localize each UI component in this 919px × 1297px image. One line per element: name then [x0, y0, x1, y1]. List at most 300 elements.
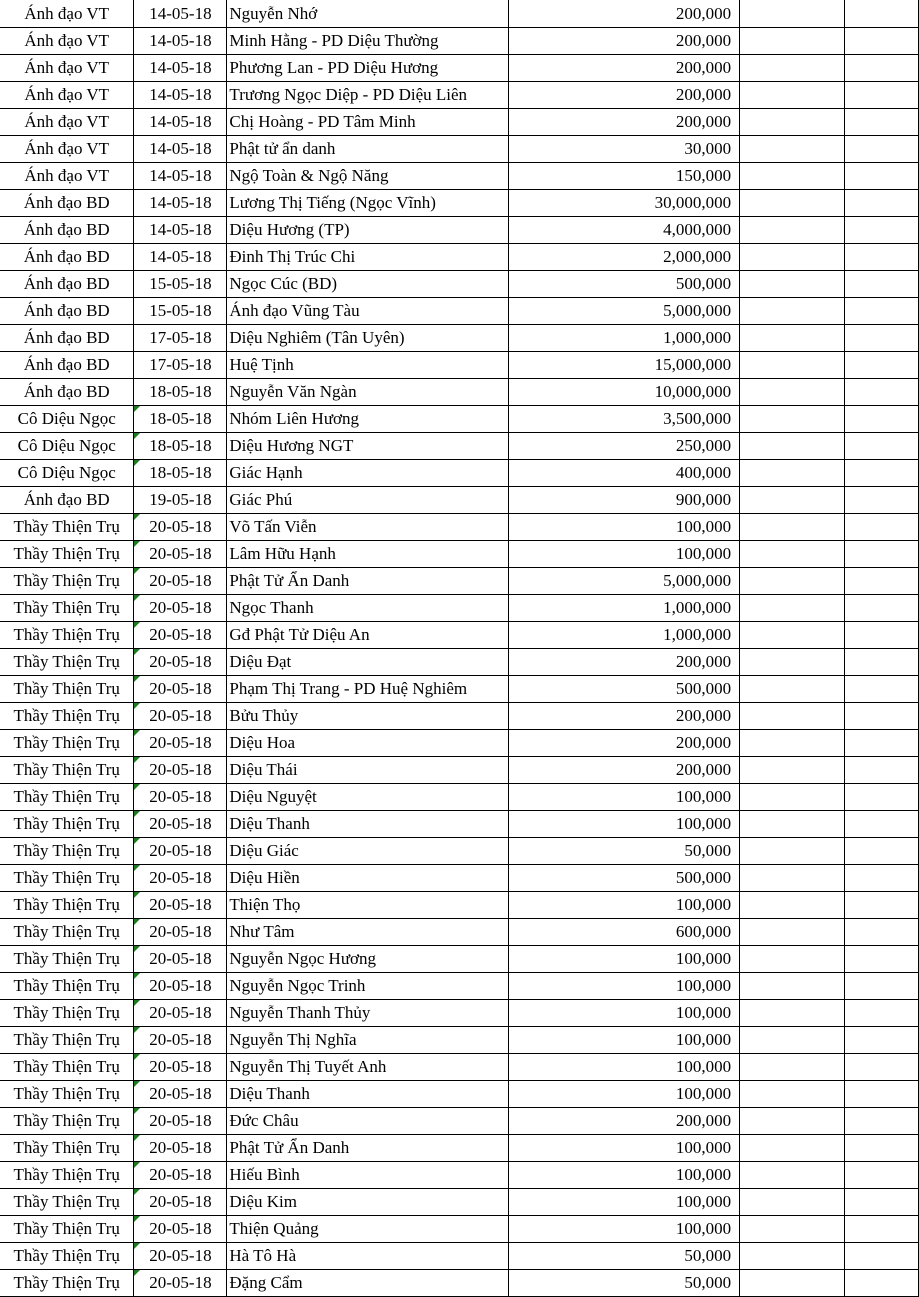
amount-cell[interactable]: 30,000 — [509, 136, 740, 163]
amount-cell[interactable]: 1,000,000 — [509, 325, 740, 352]
amount-cell[interactable]: 100,000 — [509, 892, 740, 919]
date-cell[interactable]: 20-05-18 — [134, 622, 227, 649]
date-cell[interactable]: 20-05-18 — [134, 1027, 227, 1054]
empty-cell[interactable] — [740, 217, 845, 244]
empty-cell[interactable] — [740, 730, 845, 757]
amount-cell[interactable]: 1,000,000 — [509, 622, 740, 649]
empty-cell[interactable] — [740, 1108, 845, 1135]
date-cell[interactable]: 18-05-18 — [134, 406, 227, 433]
date-cell[interactable]: 20-05-18 — [134, 1216, 227, 1243]
date-cell[interactable]: 18-05-18 — [134, 433, 227, 460]
empty-cell[interactable] — [845, 568, 919, 595]
empty-cell[interactable] — [740, 892, 845, 919]
amount-cell[interactable]: 200,000 — [509, 757, 740, 784]
empty-cell[interactable] — [740, 865, 845, 892]
donor-cell[interactable]: Diệu Giác — [227, 838, 509, 865]
empty-cell[interactable] — [740, 0, 845, 28]
donor-cell[interactable]: Trương Ngọc Diệp - PD Diệu Liên — [227, 82, 509, 109]
empty-cell[interactable] — [845, 1162, 919, 1189]
donor-cell[interactable]: Nguyễn Nhớ — [227, 0, 509, 28]
empty-cell[interactable] — [845, 28, 919, 55]
donor-cell[interactable]: Nguyễn Thanh Thủy — [227, 1000, 509, 1027]
amount-cell[interactable]: 2,000,000 — [509, 244, 740, 271]
empty-cell[interactable] — [845, 784, 919, 811]
empty-cell[interactable] — [845, 595, 919, 622]
donor-cell[interactable]: Diệu Nghiêm (Tân Uyên) — [227, 325, 509, 352]
empty-cell[interactable] — [845, 1135, 919, 1162]
empty-cell[interactable] — [740, 190, 845, 217]
table-row — [0, 649, 919, 676]
empty-cell[interactable] — [845, 1027, 919, 1054]
amount-cell[interactable]: 100,000 — [509, 1081, 740, 1108]
amount-cell[interactable]: 100,000 — [509, 946, 740, 973]
donor-cell[interactable]: Nguyễn Thị Tuyết Anh — [227, 1054, 509, 1081]
empty-cell[interactable] — [740, 163, 845, 190]
date-cell[interactable]: 20-05-18 — [134, 1270, 227, 1297]
date-cell[interactable]: 14-05-18 — [134, 136, 227, 163]
recipient-cell[interactable]: Thầy Thiện Trụ — [0, 622, 134, 649]
empty-cell[interactable] — [845, 217, 919, 244]
donor-cell[interactable]: Phạm Thị Trang - PD Huệ Nghiêm — [227, 676, 509, 703]
donor-cell[interactable]: Thiện Quảng — [227, 1216, 509, 1243]
date-cell[interactable]: 20-05-18 — [134, 541, 227, 568]
empty-cell[interactable] — [845, 865, 919, 892]
empty-cell[interactable] — [845, 1216, 919, 1243]
amount-cell[interactable]: 200,000 — [509, 0, 740, 28]
date-cell[interactable]: 20-05-18 — [134, 892, 227, 919]
empty-cell[interactable] — [740, 838, 845, 865]
donor-cell[interactable]: Đặng Cẩm — [227, 1270, 509, 1297]
recipient-cell[interactable]: Thầy Thiện Trụ — [0, 757, 134, 784]
date-cell[interactable]: 17-05-18 — [134, 352, 227, 379]
donor-cell[interactable]: Minh Hằng - PD Diệu Thường — [227, 28, 509, 55]
donor-cell[interactable]: Như Tâm — [227, 919, 509, 946]
empty-cell[interactable] — [845, 892, 919, 919]
recipient-cell[interactable]: Thầy Thiện Trụ — [0, 811, 134, 838]
amount-cell[interactable]: 200,000 — [509, 82, 740, 109]
donor-cell[interactable]: Diệu Hương NGT — [227, 433, 509, 460]
date-cell[interactable]: 20-05-18 — [134, 649, 227, 676]
donor-cell[interactable]: Ngộ Toàn & Ngộ Năng — [227, 163, 509, 190]
donor-cell[interactable]: Giác Phú — [227, 487, 509, 514]
recipient-cell[interactable]: Thầy Thiện Trụ — [0, 649, 134, 676]
donor-cell[interactable]: Phật tử ẩn danh — [227, 136, 509, 163]
empty-cell[interactable] — [845, 379, 919, 406]
amount-cell[interactable]: 200,000 — [509, 109, 740, 136]
amount-cell[interactable]: 1,000,000 — [509, 595, 740, 622]
empty-cell[interactable] — [740, 514, 845, 541]
empty-cell[interactable] — [740, 757, 845, 784]
donor-cell[interactable]: Thiện Thọ — [227, 892, 509, 919]
date-cell[interactable]: 20-05-18 — [134, 973, 227, 1000]
empty-cell[interactable] — [845, 514, 919, 541]
empty-cell[interactable] — [845, 946, 919, 973]
empty-cell[interactable] — [740, 136, 845, 163]
donor-cell[interactable]: Diệu Nguyệt — [227, 784, 509, 811]
empty-cell[interactable] — [740, 703, 845, 730]
recipient-cell[interactable]: Thầy Thiện Trụ — [0, 1081, 134, 1108]
date-cell[interactable]: 15-05-18 — [134, 271, 227, 298]
empty-cell[interactable] — [845, 1243, 919, 1270]
empty-cell[interactable] — [845, 460, 919, 487]
empty-cell[interactable] — [740, 1216, 845, 1243]
amount-cell[interactable]: 100,000 — [509, 1189, 740, 1216]
donor-cell[interactable]: Ánh đạo Vũng Tàu — [227, 298, 509, 325]
empty-cell[interactable] — [845, 1270, 919, 1297]
recipient-cell[interactable]: Thầy Thiện Trụ — [0, 784, 134, 811]
empty-cell[interactable] — [740, 55, 845, 82]
donor-cell[interactable]: Lâm Hữu Hạnh — [227, 541, 509, 568]
amount-cell[interactable]: 100,000 — [509, 541, 740, 568]
empty-cell[interactable] — [845, 541, 919, 568]
empty-cell[interactable] — [845, 730, 919, 757]
amount-cell[interactable]: 500,000 — [509, 676, 740, 703]
empty-cell[interactable] — [845, 811, 919, 838]
date-cell[interactable]: 20-05-18 — [134, 919, 227, 946]
recipient-cell[interactable]: Thầy Thiện Trụ — [0, 1189, 134, 1216]
donor-cell[interactable]: Diệu Hoa — [227, 730, 509, 757]
amount-cell[interactable]: 900,000 — [509, 487, 740, 514]
table-row — [0, 784, 919, 811]
date-cell[interactable]: 20-05-18 — [134, 568, 227, 595]
recipient-cell[interactable]: Thầy Thiện Trụ — [0, 1027, 134, 1054]
recipient-cell[interactable]: Ánh đạo VT — [0, 28, 134, 55]
empty-cell[interactable] — [845, 973, 919, 1000]
amount-cell[interactable]: 100,000 — [509, 1054, 740, 1081]
recipient-cell[interactable]: Ánh đạo VT — [0, 109, 134, 136]
empty-cell[interactable] — [845, 757, 919, 784]
donor-cell[interactable]: Nhóm Liên Hương — [227, 406, 509, 433]
empty-cell[interactable] — [845, 325, 919, 352]
amount-cell[interactable]: 4,000,000 — [509, 217, 740, 244]
date-cell[interactable]: 20-05-18 — [134, 703, 227, 730]
empty-cell[interactable] — [845, 1108, 919, 1135]
donor-cell[interactable]: Chị Hoàng - PD Tâm Minh — [227, 109, 509, 136]
date-cell[interactable]: 20-05-18 — [134, 1081, 227, 1108]
empty-cell[interactable] — [740, 622, 845, 649]
empty-cell[interactable] — [740, 433, 845, 460]
donor-cell[interactable]: Nguyễn Ngọc Trinh — [227, 973, 509, 1000]
empty-cell[interactable] — [740, 28, 845, 55]
date-cell[interactable]: 14-05-18 — [134, 55, 227, 82]
date-cell[interactable]: 20-05-18 — [134, 595, 227, 622]
recipient-cell[interactable]: Thầy Thiện Trụ — [0, 892, 134, 919]
donor-cell[interactable]: Đức Châu — [227, 1108, 509, 1135]
empty-cell[interactable] — [740, 460, 845, 487]
recipient-cell[interactable]: Thầy Thiện Trụ — [0, 568, 134, 595]
empty-cell[interactable] — [845, 1081, 919, 1108]
empty-cell[interactable] — [740, 1243, 845, 1270]
donor-cell[interactable]: Huệ Tịnh — [227, 352, 509, 379]
date-cell[interactable]: 14-05-18 — [134, 82, 227, 109]
empty-cell[interactable] — [740, 1270, 845, 1297]
empty-cell[interactable] — [845, 676, 919, 703]
date-cell[interactable]: 14-05-18 — [134, 217, 227, 244]
empty-cell[interactable] — [740, 352, 845, 379]
table-row — [0, 109, 919, 136]
date-cell[interactable]: 18-05-18 — [134, 379, 227, 406]
date-cell[interactable]: 20-05-18 — [134, 811, 227, 838]
amount-cell[interactable]: 500,000 — [509, 865, 740, 892]
amount-cell[interactable]: 50,000 — [509, 838, 740, 865]
empty-cell[interactable] — [845, 487, 919, 514]
empty-cell[interactable] — [740, 568, 845, 595]
empty-cell[interactable] — [740, 919, 845, 946]
recipient-cell[interactable]: Ánh đạo BD — [0, 190, 134, 217]
donor-cell[interactable]: Diệu Đạt — [227, 649, 509, 676]
empty-cell[interactable] — [845, 82, 919, 109]
empty-cell[interactable] — [740, 649, 845, 676]
amount-cell[interactable]: 500,000 — [509, 271, 740, 298]
donor-cell[interactable]: Gđ Phật Tử Diệu An — [227, 622, 509, 649]
date-cell[interactable]: 20-05-18 — [134, 1108, 227, 1135]
amount-cell[interactable]: 3,500,000 — [509, 406, 740, 433]
empty-cell[interactable] — [845, 1054, 919, 1081]
date-cell[interactable]: 20-05-18 — [134, 1189, 227, 1216]
empty-cell[interactable] — [740, 325, 845, 352]
recipient-cell[interactable]: Ánh đạo BD — [0, 271, 134, 298]
table-row — [0, 244, 919, 271]
amount-cell[interactable]: 10,000,000 — [509, 379, 740, 406]
empty-cell[interactable] — [740, 1000, 845, 1027]
recipient-cell[interactable]: Ánh đạo BD — [0, 379, 134, 406]
empty-cell[interactable] — [740, 946, 845, 973]
amount-cell[interactable]: 200,000 — [509, 703, 740, 730]
amount-cell[interactable]: 30,000,000 — [509, 190, 740, 217]
donor-cell[interactable]: Diệu Thanh — [227, 1081, 509, 1108]
empty-cell[interactable] — [845, 919, 919, 946]
date-cell[interactable]: 20-05-18 — [134, 676, 227, 703]
amount-cell[interactable]: 150,000 — [509, 163, 740, 190]
date-cell[interactable]: 14-05-18 — [134, 0, 227, 28]
amount-cell[interactable]: 200,000 — [509, 55, 740, 82]
donor-cell[interactable]: Hà Tô Hà — [227, 1243, 509, 1270]
empty-cell[interactable] — [845, 271, 919, 298]
date-cell[interactable]: 18-05-18 — [134, 460, 227, 487]
recipient-cell[interactable]: Thầy Thiện Trụ — [0, 1243, 134, 1270]
amount-cell[interactable]: 5,000,000 — [509, 568, 740, 595]
date-cell[interactable]: 20-05-18 — [134, 1000, 227, 1027]
table-row — [0, 406, 919, 433]
recipient-cell[interactable]: Ánh đạo BD — [0, 244, 134, 271]
donor-cell[interactable]: Diệu Hương (TP) — [227, 217, 509, 244]
recipient-cell[interactable]: Ánh đạo VT — [0, 55, 134, 82]
empty-cell[interactable] — [845, 352, 919, 379]
date-cell[interactable]: 20-05-18 — [134, 784, 227, 811]
empty-cell[interactable] — [845, 649, 919, 676]
empty-cell[interactable] — [740, 973, 845, 1000]
table-row — [0, 514, 919, 541]
donor-cell[interactable]: Diệu Hiền — [227, 865, 509, 892]
empty-cell[interactable] — [845, 298, 919, 325]
date-cell[interactable]: 14-05-18 — [134, 244, 227, 271]
date-cell[interactable]: 20-05-18 — [134, 757, 227, 784]
recipient-cell[interactable]: Thầy Thiện Trụ — [0, 595, 134, 622]
recipient-cell[interactable]: Thầy Thiện Trụ — [0, 541, 134, 568]
amount-cell[interactable]: 100,000 — [509, 1027, 740, 1054]
table-row — [0, 1027, 919, 1054]
table-row — [0, 703, 919, 730]
empty-cell[interactable] — [740, 784, 845, 811]
empty-cell[interactable] — [740, 271, 845, 298]
empty-cell[interactable] — [740, 109, 845, 136]
recipient-cell[interactable]: Thầy Thiện Trụ — [0, 703, 134, 730]
donor-cell[interactable]: Diệu Kim — [227, 1189, 509, 1216]
empty-cell[interactable] — [845, 433, 919, 460]
recipient-cell[interactable]: Ánh đạo VT — [0, 82, 134, 109]
recipient-cell[interactable]: Cô Diệu Ngọc — [0, 406, 134, 433]
amount-cell[interactable]: 250,000 — [509, 433, 740, 460]
recipient-cell[interactable]: Cô Diệu Ngọc — [0, 460, 134, 487]
amount-cell[interactable]: 100,000 — [509, 514, 740, 541]
empty-cell[interactable] — [740, 1189, 845, 1216]
recipient-cell[interactable]: Thầy Thiện Trụ — [0, 865, 134, 892]
amount-cell[interactable]: 50,000 — [509, 1270, 740, 1297]
date-cell[interactable]: 20-05-18 — [134, 514, 227, 541]
date-cell[interactable]: 20-05-18 — [134, 730, 227, 757]
empty-cell[interactable] — [845, 190, 919, 217]
amount-cell[interactable]: 600,000 — [509, 919, 740, 946]
donor-cell[interactable]: Phương Lan - PD Diệu Hương — [227, 55, 509, 82]
amount-cell[interactable]: 200,000 — [509, 1108, 740, 1135]
recipient-cell[interactable]: Thầy Thiện Trụ — [0, 514, 134, 541]
recipient-cell[interactable]: Thầy Thiện Trụ — [0, 1054, 134, 1081]
empty-cell[interactable] — [740, 406, 845, 433]
recipient-cell[interactable]: Ánh đạo BD — [0, 298, 134, 325]
recipient-cell[interactable]: Thầy Thiện Trụ — [0, 946, 134, 973]
recipient-cell[interactable]: Ánh đạo BD — [0, 325, 134, 352]
table-row — [0, 163, 919, 190]
table-row — [0, 676, 919, 703]
amount-cell[interactable]: 100,000 — [509, 1162, 740, 1189]
date-cell[interactable]: 17-05-18 — [134, 325, 227, 352]
empty-cell[interactable] — [845, 838, 919, 865]
recipient-cell[interactable]: Ánh đạo BD — [0, 487, 134, 514]
empty-cell[interactable] — [740, 379, 845, 406]
recipient-cell[interactable]: Ánh đạo VT — [0, 136, 134, 163]
recipient-cell[interactable]: Thầy Thiện Trụ — [0, 730, 134, 757]
amount-cell[interactable]: 50,000 — [509, 1243, 740, 1270]
empty-cell[interactable] — [845, 406, 919, 433]
donor-cell[interactable]: Diệu Thanh — [227, 811, 509, 838]
amount-cell[interactable]: 200,000 — [509, 730, 740, 757]
empty-cell[interactable] — [845, 163, 919, 190]
table-row — [0, 919, 919, 946]
empty-cell[interactable] — [740, 1027, 845, 1054]
recipient-cell[interactable]: Cô Diệu Ngọc — [0, 433, 134, 460]
empty-cell[interactable] — [740, 298, 845, 325]
empty-cell[interactable] — [845, 1189, 919, 1216]
recipient-cell[interactable]: Thầy Thiện Trụ — [0, 838, 134, 865]
donor-cell[interactable]: Võ Tấn Viễn — [227, 514, 509, 541]
recipient-cell[interactable]: Thầy Thiện Trụ — [0, 973, 134, 1000]
recipient-cell[interactable]: Thầy Thiện Trụ — [0, 919, 134, 946]
donor-cell[interactable]: Phật Tử Ẩn Danh — [227, 568, 509, 595]
amount-cell[interactable]: 100,000 — [509, 1000, 740, 1027]
donor-cell[interactable]: Ngọc Thanh — [227, 595, 509, 622]
empty-cell[interactable] — [845, 703, 919, 730]
donor-cell[interactable]: Phật Tử Ẩn Danh — [227, 1135, 509, 1162]
donor-cell[interactable]: Nguyễn Văn Ngàn — [227, 379, 509, 406]
donor-cell[interactable]: Giác Hạnh — [227, 460, 509, 487]
amount-cell[interactable]: 200,000 — [509, 28, 740, 55]
date-cell[interactable]: 20-05-18 — [134, 1054, 227, 1081]
amount-cell[interactable]: 5,000,000 — [509, 298, 740, 325]
donor-cell[interactable]: Nguyễn Ngọc Hương — [227, 946, 509, 973]
donor-cell[interactable]: Lương Thị Tiếng (Ngọc Vĩnh) — [227, 190, 509, 217]
date-cell[interactable]: 20-05-18 — [134, 946, 227, 973]
empty-cell[interactable] — [845, 1000, 919, 1027]
date-cell[interactable]: 19-05-18 — [134, 487, 227, 514]
date-cell[interactable]: 20-05-18 — [134, 1162, 227, 1189]
recipient-cell[interactable]: Ánh đạo BD — [0, 217, 134, 244]
amount-cell[interactable]: 100,000 — [509, 784, 740, 811]
recipient-cell[interactable]: Ánh đạo VT — [0, 163, 134, 190]
empty-cell[interactable] — [845, 109, 919, 136]
empty-cell[interactable] — [845, 622, 919, 649]
recipient-cell[interactable]: Ánh đạo BD — [0, 352, 134, 379]
donor-cell[interactable]: Nguyễn Thị Nghĩa — [227, 1027, 509, 1054]
date-cell[interactable]: 15-05-18 — [134, 298, 227, 325]
amount-cell[interactable]: 200,000 — [509, 649, 740, 676]
empty-cell[interactable] — [740, 595, 845, 622]
empty-cell[interactable] — [740, 487, 845, 514]
recipient-cell[interactable]: Thầy Thiện Trụ — [0, 1162, 134, 1189]
empty-cell[interactable] — [845, 0, 919, 28]
empty-cell[interactable] — [845, 136, 919, 163]
empty-cell[interactable] — [740, 1054, 845, 1081]
amount-cell[interactable]: 100,000 — [509, 1135, 740, 1162]
recipient-cell[interactable]: Thầy Thiện Trụ — [0, 1135, 134, 1162]
amount-cell[interactable]: 15,000,000 — [509, 352, 740, 379]
date-cell[interactable]: 14-05-18 — [134, 190, 227, 217]
date-cell[interactable]: 14-05-18 — [134, 109, 227, 136]
empty-cell[interactable] — [740, 1081, 845, 1108]
date-cell[interactable]: 20-05-18 — [134, 865, 227, 892]
donor-cell[interactable]: Ngọc Cúc (BD) — [227, 271, 509, 298]
table-row — [0, 595, 919, 622]
empty-cell[interactable] — [740, 811, 845, 838]
amount-cell[interactable]: 100,000 — [509, 973, 740, 1000]
recipient-cell[interactable]: Thầy Thiện Trụ — [0, 1216, 134, 1243]
amount-cell[interactable]: 400,000 — [509, 460, 740, 487]
donor-cell[interactable]: Diệu Thái — [227, 757, 509, 784]
date-cell[interactable]: 20-05-18 — [134, 1135, 227, 1162]
empty-cell[interactable] — [740, 244, 845, 271]
date-cell[interactable]: 14-05-18 — [134, 28, 227, 55]
recipient-cell[interactable]: Thầy Thiện Trụ — [0, 1000, 134, 1027]
recipient-cell[interactable]: Ánh đạo VT — [0, 0, 134, 28]
amount-cell[interactable]: 100,000 — [509, 1216, 740, 1243]
empty-cell[interactable] — [845, 244, 919, 271]
amount-cell[interactable]: 100,000 — [509, 811, 740, 838]
recipient-cell[interactable]: Thầy Thiện Trụ — [0, 1108, 134, 1135]
donor-cell[interactable]: Bửu Thủy — [227, 703, 509, 730]
date-cell[interactable]: 20-05-18 — [134, 838, 227, 865]
donor-cell[interactable]: Đinh Thị Trúc Chi — [227, 244, 509, 271]
donor-cell[interactable]: Hiếu Bình — [227, 1162, 509, 1189]
date-cell[interactable]: 14-05-18 — [134, 163, 227, 190]
empty-cell[interactable] — [740, 541, 845, 568]
empty-cell[interactable] — [740, 1162, 845, 1189]
empty-cell[interactable] — [740, 676, 845, 703]
empty-cell[interactable] — [740, 1135, 845, 1162]
recipient-cell[interactable]: Thầy Thiện Trụ — [0, 1270, 134, 1297]
date-cell[interactable]: 20-05-18 — [134, 1243, 227, 1270]
empty-cell[interactable] — [845, 55, 919, 82]
empty-cell[interactable] — [740, 82, 845, 109]
recipient-cell[interactable]: Thầy Thiện Trụ — [0, 676, 134, 703]
